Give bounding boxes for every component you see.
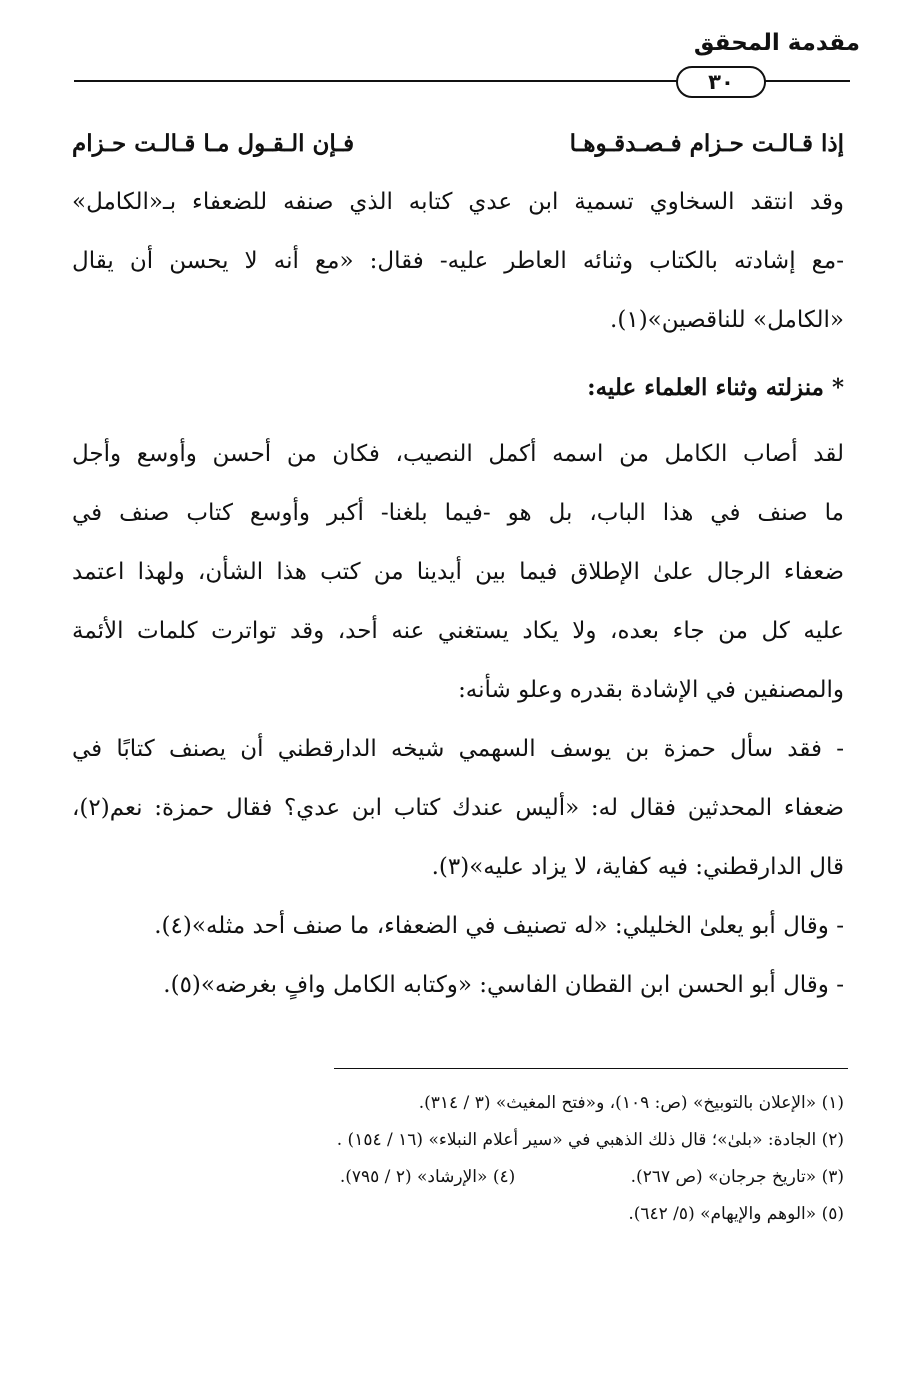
text-line: -مع إشادته بالكتاب وثنائه العاطر عليه- فقال: «مع أنه لا يحسن أن يقال xyxy=(72,248,844,274)
text-line: عليه كل من جاء بعده، ولا يكاد يستغني عنه أحد، وقد تواترت كلمات الأئمة xyxy=(72,618,844,644)
footnotes xyxy=(72,1085,844,1233)
footnote-1: (١) «الإعلان بالتوبيخ» (ص: ١٠٩)، و«فتح المغيث» (٣ / ٣١٤). xyxy=(418,1093,844,1113)
text-line: لقد أصاب الكامل من اسمه أكمل النصيب، فكان من أحسن وأوسع وأجل xyxy=(72,441,844,467)
text-line: قال الدارقطني: فيه كفاية، لا يزاد عليه»(٣). xyxy=(431,854,844,880)
footnote-4: (٤) «الإرشاد» (٢ / ٧٩٥). xyxy=(339,1167,516,1187)
text-line: ضعفاء المحدثين فقال له: «أليس عندك كتاب ابن عدي؟ فقال حمزة: نعم(٢)، xyxy=(72,795,844,821)
quote-ibn-al-qattan: - وقال أبو الحسن ابن القطان الفاسي: «وكتابه الكامل وافٍ بغرضه»(٥). xyxy=(163,972,844,998)
text-line: وقد انتقد السخاوي تسمية ابن عدي كتابه الذي صنفه للضعفاء بـ«الكامل» xyxy=(72,189,844,215)
footnote-row xyxy=(72,1159,844,1196)
text-line: ما صنف في هذا الباب، بل هو -فيما بلغنا- أكبر وأوسع كتاب صنف في xyxy=(72,500,844,526)
running-title: مقدمة المحقق xyxy=(693,30,860,56)
main-text xyxy=(72,114,844,1015)
footnote-2: (٢) الجادة: «بلىٰ»؛ قال ذلك الذهبي في «سير أعلام النبلاء» (١٦ / ١٥٤) . xyxy=(336,1130,844,1150)
verse-first-hemistich: إذا قـالـت حـزام فـصـدقـوهـا xyxy=(569,130,844,157)
page-number-badge: ٣٠ xyxy=(676,66,766,98)
verse-second-hemistich: فـإن الـقـول مـا قـالـت حـزام xyxy=(72,130,355,157)
text-line: - فقد سأل حمزة بن يوسف السهمي شيخه الدارقطني أن يصنف كتابًا في xyxy=(72,736,844,762)
footnote-3: (٣) «تاريخ جرجان» (ص ٢٦٧). xyxy=(630,1167,844,1187)
section-heading: * منزلته وثناء العلماء عليه: xyxy=(587,374,844,401)
poetry-verse xyxy=(72,114,844,173)
text-line: والمصنفين في الإشادة بقدره وعلو شأنه: xyxy=(458,677,844,703)
footnote-5: (٥) «الوهم والإيهام» (٥/ ٦٤٢). xyxy=(628,1204,844,1224)
quote-khalili: - وقال أبو يعلىٰ الخليلي: «له تصنيف في الضعفاء، ما صنف أحد مثله»(٤). xyxy=(154,913,844,939)
footnote-rule xyxy=(334,1068,848,1069)
text-line: ضعفاء الرجال علىٰ الإطلاق فيما بين أيدينا من كتب هذا الشأن، ولهذا اعتمد xyxy=(72,559,844,585)
text-line: «الكامل» للناقصين»(١). xyxy=(610,307,844,333)
